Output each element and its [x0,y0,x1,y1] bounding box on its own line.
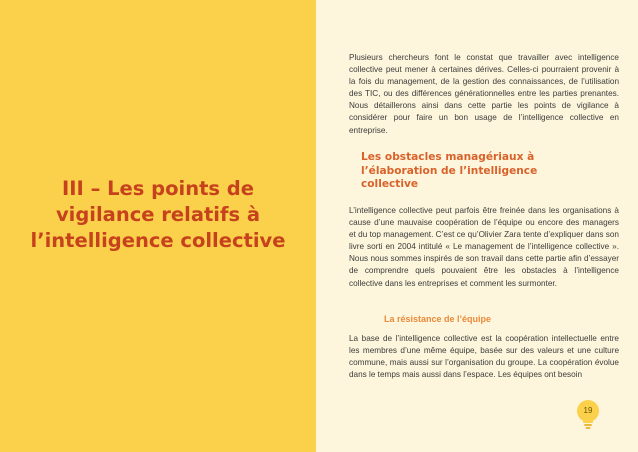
chapter-title: III – Les points de vigilance relatifs à l’intelligence collective [30,177,286,252]
content-panel [316,0,638,452]
subsection-paragraph: La base de l’intelligence collective est la coopération intellectuelle entre les membres d’une même équipe, basée sur des valeurs et une culture commune, mais aussi sur l’organisation du groupe. La coopération évolue dans le temps mais aussi dans l’espace. Les équipes ont besoin [349,334,619,380]
section-heading: Les obstacles managériaux à l’élaboration de l’intelligence collective [361,151,538,190]
chapter-panel [0,0,316,452]
page-number: 19 [583,406,593,415]
page-badge [573,398,603,432]
subsection-heading: La résistance de l’équipe [384,314,492,324]
section-paragraph: L’intelligence collective peut parfois être freinée dans les organisations à cause d’une mauvaise coopération de l’équipe ou encore des managers et du top management. C’est ce qu’Olivier Zara tente d’expliquer dans son livre sorti en 2004 intitulé « Le management de l’intelligence collective ». Nous nous sommes inspirés de son travail dans cette partie afin d’essayer de comprendre quels pouvaient être les obstacles à l’intelligence collective dans les entreprises et comment les surmonter. [349,206,619,288]
intro-paragraph: Plusieurs chercheurs font le constat que travailler avec intelligence collective peut mener à certaines dérives. Celles-ci pourraient provenir à la fois du management, de la gestion des connaissances, de l’utilisation des TIC, ou des différences générationnelles entre les parties prenantes. Nous détaillerons ainsi dans cette partie les points de vigilance à considérer pour faire un bon usage de l’intelligence collective en entreprise. [349,53,619,135]
